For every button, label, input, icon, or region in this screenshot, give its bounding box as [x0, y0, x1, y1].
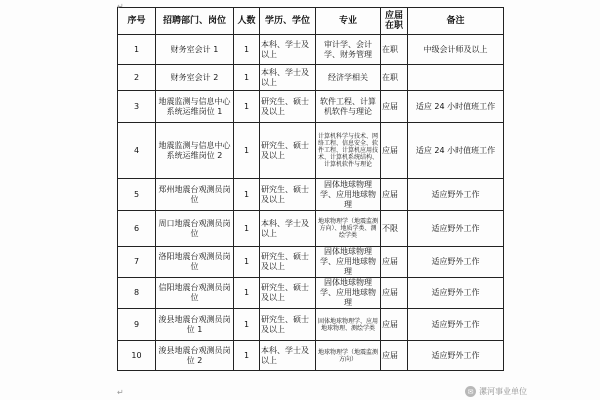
row-major: 固体地球物理学、应用地球物理、测绘学类: [316, 309, 381, 341]
table-row: [118, 247, 504, 278]
row-count: 1: [234, 211, 260, 247]
row-department: 郑州地震台观测员岗位: [156, 179, 234, 211]
row-notes: 适应野外工作: [408, 309, 504, 341]
row-count: 1: [234, 179, 260, 211]
recruitment-table: [117, 7, 504, 371]
row-department: 洛阳地震台观测员岗位: [156, 247, 234, 278]
row-major: 地球物理学（地震监测方向）: [316, 341, 381, 371]
row-education: 研究生、硕士及以上: [260, 91, 316, 123]
row-education: 本科、学士及以上: [260, 65, 316, 91]
row-education: 研究生、硕士及以上: [260, 179, 316, 211]
row-department: 周口地震台观测员岗位: [156, 211, 234, 247]
row-notes: 适应 24 小时值班工作: [408, 91, 504, 123]
row-education: 研究生、硕士及以上: [260, 278, 316, 309]
row-status: 应届: [381, 278, 408, 309]
header-notes: 备注: [408, 8, 504, 35]
row-count: 1: [234, 35, 260, 65]
row-count: 1: [234, 309, 260, 341]
row-index: 3: [118, 91, 156, 123]
row-major: 审计学、会计学、财务管理: [316, 35, 381, 65]
table-row: [118, 65, 504, 91]
row-index: 8: [118, 278, 156, 309]
table-header-row: [118, 8, 504, 35]
header-department: 招聘部门、岗位: [156, 8, 234, 35]
row-count: 1: [234, 247, 260, 278]
header-major: 专业: [316, 8, 381, 35]
row-notes: 中级会计师及以上: [408, 35, 504, 65]
row-notes: [408, 65, 504, 91]
row-major: 固体地球物理学、应用地球物理: [316, 179, 381, 211]
row-major: 固体地球物理学、应用地球物理: [316, 247, 381, 278]
row-education: 本科、学士及以上: [260, 341, 316, 371]
table-row: [118, 341, 504, 371]
row-index: 2: [118, 65, 156, 91]
row-education: 本科、学士及以上: [260, 35, 316, 65]
row-status: 应届: [381, 341, 408, 371]
row-status: 不限: [381, 211, 408, 247]
row-status: 应届: [381, 123, 408, 179]
row-education: 研究生、硕士及以上: [260, 247, 316, 278]
table-row: [118, 123, 504, 179]
row-count: 1: [234, 65, 260, 91]
row-status: 应届: [381, 91, 408, 123]
watermark: [465, 386, 527, 397]
row-major: 地球物理学（地震监测方向）、地质学类、测绘学类: [316, 211, 381, 247]
watermark-text: 漯河事业单位: [479, 387, 527, 396]
row-department: 财务室会计 1: [156, 35, 234, 65]
row-department: 信阳地震台观测员岗位: [156, 278, 234, 309]
row-index: 9: [118, 309, 156, 341]
table-row: [118, 179, 504, 211]
paragraph-mark: ↵: [117, 388, 124, 397]
row-index: 1: [118, 35, 156, 65]
row-status: 在职: [381, 35, 408, 65]
row-education: 研究生、硕士及以上: [260, 123, 316, 179]
row-education: 本科、学士及以上: [260, 211, 316, 247]
row-major: 软件工程、计算机软件与理论: [316, 91, 381, 123]
row-index: 10: [118, 341, 156, 371]
row-department: 浚县地震台观测员岗位 2: [156, 341, 234, 371]
row-notes: 适应野外工作: [408, 341, 504, 371]
row-index: 6: [118, 211, 156, 247]
row-department: 财务室会计 2: [156, 65, 234, 91]
row-count: 1: [234, 278, 260, 309]
row-department: 地震监测与信息中心系统运维岗位 2: [156, 123, 234, 179]
table-row: [118, 309, 504, 341]
row-education: 研究生、硕士及以上: [260, 309, 316, 341]
row-count: 1: [234, 341, 260, 371]
row-index: 5: [118, 179, 156, 211]
row-notes: 适应野外工作: [408, 247, 504, 278]
table-row: [118, 278, 504, 309]
row-notes: 适应野外工作: [408, 211, 504, 247]
row-notes: 适应 24 小时值班工作: [408, 123, 504, 179]
table-row: [118, 35, 504, 65]
row-status: 应届: [381, 309, 408, 341]
table-row: [118, 91, 504, 123]
row-department: 地震监测与信息中心系统运维岗位 1: [156, 91, 234, 123]
row-count: 1: [234, 123, 260, 179]
row-major: 固体地球物理学、应用地球物理: [316, 278, 381, 309]
row-department: 浚县地震台观测员岗位 1: [156, 309, 234, 341]
row-index: 7: [118, 247, 156, 278]
header-status: 应届在职: [381, 8, 408, 35]
row-major: 计算机科学与技术、网络工程、信息安全、软件工程、计算机应用技术、计算机系统结构、计算机软件与理论: [316, 123, 381, 179]
table-row: [118, 211, 504, 247]
row-count: 1: [234, 91, 260, 123]
header-index: 序号: [118, 8, 156, 35]
row-major: 经济学相关: [316, 65, 381, 91]
table-body: [118, 35, 504, 371]
header-count: 人数: [234, 8, 260, 35]
row-notes: 适应野外工作: [408, 179, 504, 211]
header-education: 学历、学位: [260, 8, 316, 35]
row-status: 在职: [381, 65, 408, 91]
paragraph-mark: ↵: [117, 2, 124, 11]
row-index: 4: [118, 123, 156, 179]
row-status: 应届: [381, 179, 408, 211]
wechat-icon: ✉: [465, 386, 476, 397]
row-notes: 适应野外工作: [408, 278, 504, 309]
row-status: 应届: [381, 247, 408, 278]
